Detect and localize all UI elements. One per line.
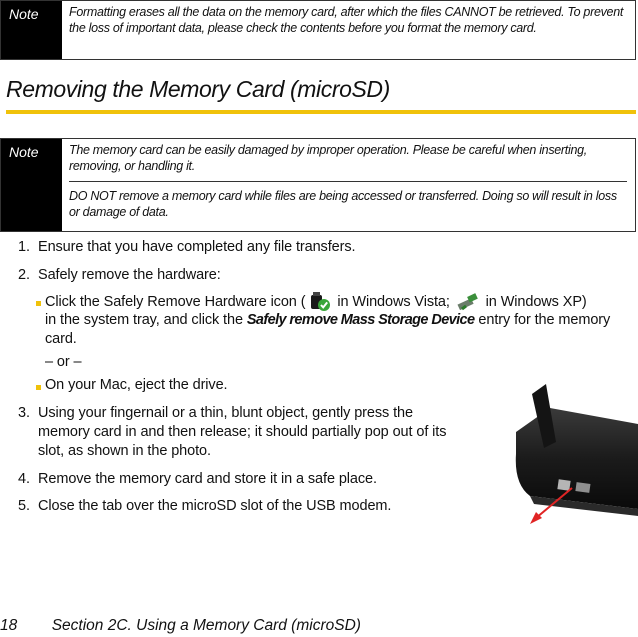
bullet-text: entry for the memory	[474, 312, 611, 328]
note-body	[62, 139, 635, 220]
step-number: 1.	[18, 239, 30, 255]
footer-section-title: Section 2C. Using a Memory Card (microSD)	[51, 617, 361, 634]
microsd-card	[557, 479, 570, 491]
step-text-line: memory card in and then release; it should partially pop out of its	[38, 424, 447, 440]
note-label: Note	[1, 139, 62, 231]
bullet-marker	[36, 385, 41, 390]
heading-rule	[6, 110, 636, 114]
bullet-text: in Windows XP)	[481, 293, 587, 310]
step-number: 5.	[18, 498, 30, 514]
bullet-text: card.	[45, 331, 77, 347]
bullet-text: Click the Safely Remove Hardware icon (	[45, 293, 306, 310]
note-box-handling-warning	[0, 138, 636, 232]
bullet-marker	[36, 301, 41, 306]
note-text: Formatting erases all the data on the memory card, after which the files CANNOT be retrieved. To prevent the loss of important data, please check the contents before you format the memory card.	[69, 5, 624, 35]
note-box-format-warning	[0, 0, 636, 60]
bullet-safely-remove-cont	[45, 311, 638, 330]
or-separator	[45, 353, 81, 372]
step-text: Remove the memory card and store it in a safe place.	[38, 471, 377, 487]
menu-entry-name: Safely remove Mass Storage Device	[246, 312, 475, 328]
step-text: Close the tab over the microSD slot of the USB modem.	[38, 498, 392, 514]
page-footer	[0, 617, 361, 635]
bullet-text: On your Mac, eject the drive.	[45, 377, 228, 393]
note-text-handling: The memory card can be easily damaged by improper operation. Please be careful when inserting, removing, or handling it.	[69, 143, 587, 173]
bullet-safely-remove	[45, 292, 638, 312]
safely-remove-hardware-xp-icon	[456, 292, 480, 312]
step-number: 3.	[18, 405, 30, 421]
step-text: Ensure that you have completed any file transfers.	[38, 239, 356, 255]
step-text: Safely remove the hardware:	[38, 267, 221, 283]
modem-body	[516, 408, 638, 509]
note-label: Note	[1, 1, 62, 59]
bullet-text: in Windows Vista;	[333, 293, 454, 310]
section-heading: Removing the Memory Card (microSD)	[6, 76, 390, 102]
usb-modem-photo	[508, 384, 638, 534]
step-number: 2.	[18, 267, 30, 283]
page-number: 18	[0, 617, 18, 634]
bullet-safely-remove-end	[45, 330, 77, 349]
or-text: – or –	[45, 354, 82, 370]
note-text-removal: DO NOT remove a memory card while files are being accessed or transferred. Doing so will result in loss or damage of data.	[69, 189, 617, 219]
bullet-text: in the system tray, and click the	[45, 312, 247, 328]
step-text	[38, 404, 446, 461]
bullet-mac-eject	[45, 376, 227, 395]
step-text-line: slot, as shown in the photo.	[38, 443, 211, 459]
footer-spacer	[17, 617, 51, 634]
note-divider	[69, 181, 627, 182]
step-text-line: Using your fingernail or a thin, blunt object, gently press the	[38, 405, 413, 421]
step-number: 4.	[18, 471, 30, 487]
safely-remove-hardware-vista-icon	[307, 292, 331, 312]
